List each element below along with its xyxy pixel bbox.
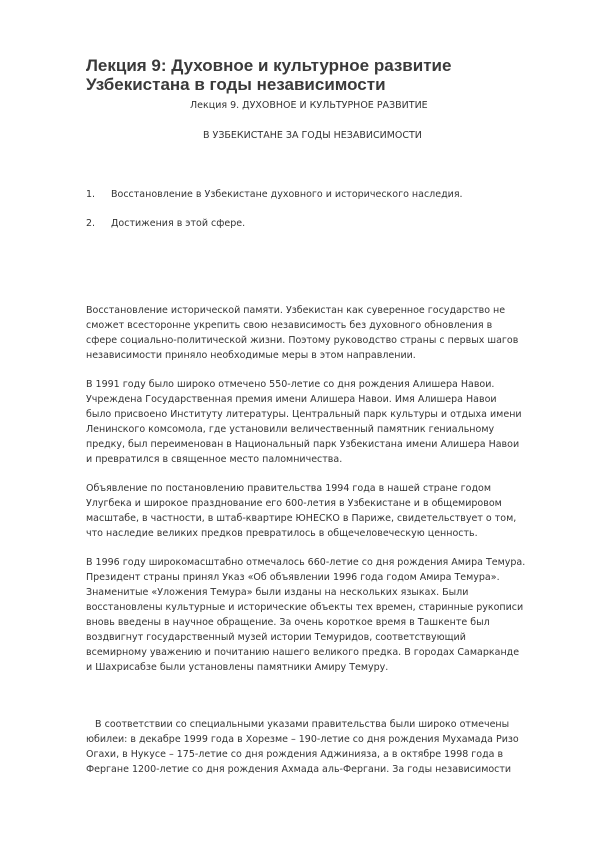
paragraph-line: Огахи, в Нукусе – 175-летие со дня рождения Аджинияза, а в октябре 1998 года в (86, 749, 504, 760)
paragraph-line: и превратился в священное место паломничества. (86, 454, 343, 465)
paragraph-amir-temur (86, 555, 526, 675)
paragraph-line: сфере социально-политической жизни. Поэтому руководство страны с первых шагов (86, 335, 519, 346)
paragraph-line: было присвоено Институту литературы. Центральный парк культуры и отдыха имени (86, 409, 522, 420)
paragraph-line: В соответствии со специальными указами правительства были широко отмечены (86, 719, 510, 730)
list-item-text: Достижения в этой сфере. (111, 218, 246, 229)
paragraph-line: вновь введены в научное обращение. За очень короткое время в Ташкенте был (86, 617, 490, 628)
paragraph-line: юбилеи: в декабре 1999 года в Хорезме – 190-летие со дня рождения Мухамада Ризо (86, 734, 519, 745)
paragraph-historical-memory (86, 303, 526, 363)
title-line: Лекция 9: Духовное и культурное развитие (86, 56, 452, 75)
paragraph-line: Президент страны принял Указ «Об объявлении 1996 года годом Амира Темура». (86, 572, 500, 583)
paragraph-ulugbek (86, 481, 526, 541)
lecture-subheading-line-2: В УЗБЕКИСТАНЕ ЗА ГОДЫ НЕЗАВИСИМОСТИ (203, 130, 422, 141)
paragraph-line: Знаменитые «Уложения Темура» были изданы на нескольких языках. Были (86, 587, 469, 598)
lecture-subheading-line-1: Лекция 9. ДУХОВНОЕ И КУЛЬТУРНОЕ РАЗВИТИЕ (190, 100, 428, 111)
list-item-number: 1. (86, 189, 96, 200)
paragraph-line: Учреждена Государственная премия имени Алишера Навои. Имя Алишера Навои (86, 394, 497, 405)
paragraph-line: восстановлены культурные и исторические объекты тех времен, старинные рукописи (86, 602, 524, 613)
paragraph-line: Фергане 1200-летие со дня рождения Ахмада аль-Фергани. За годы независимости (86, 764, 512, 775)
paragraph-line: сможет всесторонне укрепить свою независимость без духовного обновления в (86, 320, 493, 331)
title-line: Узбекистана в годы независимости (86, 75, 386, 94)
paragraph-line: предку, был переименован в Национальный парк Узбекистана имени Алишера Навои (86, 439, 520, 450)
paragraph-line: В 1991 году было широко отмечено 550-летие со дня рождения Алишера Навои. (86, 379, 495, 390)
paragraph-line: и Шахрисабзе были установлены памятники Амиру Темуру. (86, 662, 389, 673)
paragraph-line: В 1996 году широкомасштабно отмечалось 660-летие со дня рождения Амира Темура. (86, 557, 526, 568)
paragraph-line: независимости приняло необходимые меры в этом направлении. (86, 350, 416, 361)
paragraph-jubilees (86, 717, 526, 777)
paragraph-line: Объявление по постановлению правительства 1994 года в нашей стране годом (86, 483, 492, 494)
paragraph-navoi (86, 377, 526, 467)
paragraph-line: воздвигнут государственный музей истории Темуридов, соответствующий (86, 632, 466, 643)
paragraph-line: Восстановление исторической памяти. Узбекистан как суверенное государство не (86, 305, 506, 316)
list-item-number: 2. (86, 218, 96, 229)
paragraph-line: Улугбека и широкое празднование его 600-летия в Узбекистане и в общемировом (86, 498, 502, 509)
paragraph-line: масштабе, в частности, в штаб-квартире ЮНЕСКО в Париже, свидетельствует о том, (86, 513, 517, 524)
paragraph-line: что наследие великих предков превратилось в общечеловеческую ценность. (86, 528, 478, 539)
list-item-text: Восстановление в Узбекистане духовного и исторического наследия. (111, 189, 463, 200)
paragraph-line: Ленинского комсомола, где установили величественный памятник гениальному (86, 424, 495, 435)
paragraph-line: всемирному уважению и почитанию нашего великого предка. В городах Самарканде (86, 647, 520, 658)
document-title (86, 56, 566, 94)
